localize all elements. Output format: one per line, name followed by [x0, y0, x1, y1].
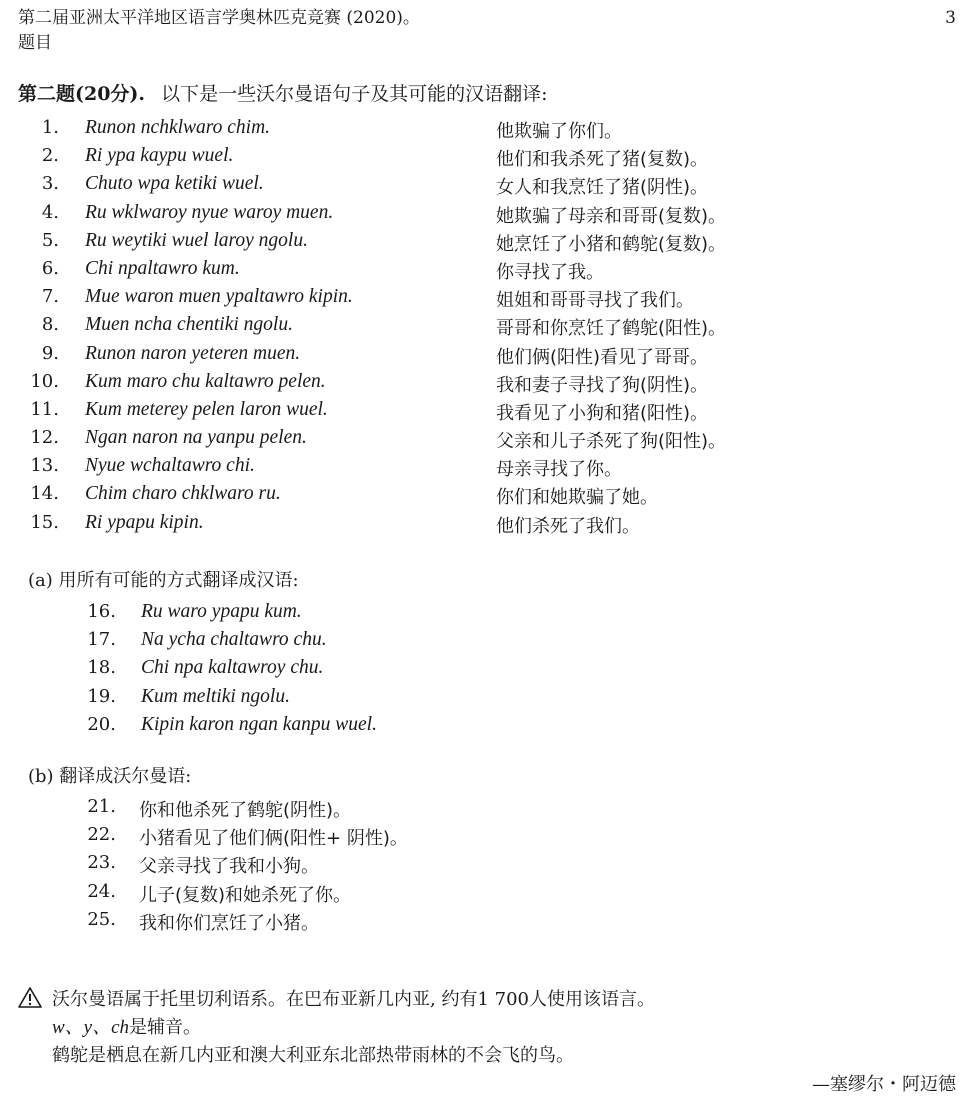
wollemon-sentence: Muen ncha chentiki ngolu.: [85, 314, 293, 336]
exercise-row: [0, 852, 966, 880]
sentence-number: 15.: [30, 511, 59, 533]
exercise-row: [0, 714, 966, 742]
wollemon-sentence: Ri ypa kaypu wuel.: [85, 145, 234, 167]
footnote: [18, 986, 948, 1070]
chinese-translation: 你们和她欺骗了她。: [496, 487, 658, 509]
wollemon-sentence: Ngan naron na yanpu pelen.: [85, 427, 307, 449]
exercise-number: 24.: [87, 880, 116, 902]
page-number: 3: [945, 8, 956, 28]
wollemon-sentence: Chim charo chklwaro ru.: [85, 483, 281, 505]
note-consonants: [52, 1014, 948, 1042]
chinese-translation: 女人和我烹饪了猪(阴性)。: [496, 177, 709, 199]
sentence-row: [0, 230, 966, 258]
section-subtitle: 题目: [18, 33, 52, 53]
chinese-translation: 父亲和儿子杀死了狗(阳性)。: [496, 431, 727, 453]
warning-icon: [18, 986, 42, 1010]
wollemon-sentence: Ru waro ypapu kum.: [141, 601, 302, 622]
sentence-number: 1.: [41, 117, 59, 138]
sentence-row: [0, 427, 966, 455]
wollemon-sentence: Mue waron muen ypaltawro kipin.: [85, 286, 353, 308]
exercise-row: [0, 796, 966, 824]
exercise-row: [0, 601, 966, 629]
exercise-row: [0, 657, 966, 685]
part-a-list: [0, 601, 966, 742]
sentence-row: [0, 173, 966, 201]
wollemon-sentence: Runon naron yeteren muen.: [85, 342, 301, 364]
sentence-list: [0, 117, 966, 540]
sentence-number: 4.: [41, 201, 59, 223]
chinese-translation: 哥哥和你烹饪了鹤鸵(阳性)。: [496, 318, 727, 340]
exercise-row: [0, 629, 966, 657]
exercise-number: 16.: [87, 601, 116, 622]
wollemon-sentence: Na ycha chaltawro chu.: [141, 629, 327, 651]
chinese-sentence: 儿子(复数)和她杀死了你。: [139, 884, 352, 906]
sentence-row: [0, 286, 966, 314]
exercise-number: 19.: [87, 685, 116, 707]
chinese-sentence: 小猪看见了他们俩(阳性+ 阴性)。: [139, 828, 408, 850]
sentence-number: 5.: [41, 229, 59, 251]
sentence-number: 3.: [41, 173, 59, 195]
exercise-number: 21.: [87, 796, 116, 817]
exercise-row: [0, 881, 966, 909]
sentence-number: 14.: [30, 483, 59, 505]
chinese-translation: 她烹饪了小猪和鹤鸵(复数)。: [496, 233, 727, 255]
sentence-number: 12.: [30, 427, 59, 449]
chinese-sentence: 你和他杀死了鹤鸵(阴性)。: [139, 800, 352, 821]
chinese-sentence: 父亲寻找了我和小狗。: [139, 856, 319, 878]
problem-number: 第二题(20分).: [18, 83, 146, 105]
exercise-number: 18.: [87, 657, 116, 679]
page-header: [18, 6, 956, 56]
author-credit: —塞缪尔・阿迈德: [812, 1074, 956, 1095]
wollemon-sentence: Ru wklwaroy nyue waroy muen.: [85, 201, 334, 223]
sentence-row: [0, 343, 966, 371]
chinese-translation: 我和妻子寻找了狗(阴性)。: [496, 374, 709, 396]
chinese-translation: 他们杀死了我们。: [496, 515, 640, 537]
wollemon-sentence: Kum meltiki ngolu.: [141, 685, 290, 707]
sentence-number: 8.: [41, 314, 59, 336]
wollemon-sentence: Kum maro chu kaltawro pelen.: [85, 370, 326, 392]
part-a-label: (a) 用所有可能的方式翻译成汉语:: [28, 570, 299, 591]
chinese-translation: 他们俩(阳性)看见了哥哥。: [496, 346, 709, 368]
problem-intro: 以下是一些沃尔曼语句子及其可能的汉语翻译:: [161, 83, 548, 105]
exercise-row: [0, 686, 966, 714]
wollemon-sentence: Kipin karon ngan kanpu wuel.: [141, 713, 377, 735]
exercise-number: 23.: [87, 852, 116, 874]
part-b-list: [0, 796, 966, 937]
wollemon-sentence: Runon nchklwaro chim.: [85, 117, 271, 138]
competition-title: 第二届亚洲太平洋地区语言学奥林匹克竞赛 (2020)。: [18, 8, 420, 28]
sentence-row: [0, 145, 966, 173]
sentence-row: [0, 483, 966, 511]
chinese-translation: 我看见了小狗和猪(阳性)。: [496, 402, 709, 424]
sentence-number: 6.: [41, 257, 59, 279]
sentence-row: [0, 202, 966, 230]
sentence-row: [0, 258, 966, 286]
wollemon-sentence: Kum meterey pelen laron wuel.: [85, 398, 328, 420]
consonant-suffix: 是辅音。: [129, 1017, 202, 1038]
exercise-number: 20.: [87, 713, 116, 735]
chinese-translation: 母亲寻找了你。: [496, 459, 622, 481]
consonant-letters: w、y、ch: [52, 1017, 130, 1038]
problem-title: [18, 79, 548, 106]
wollemon-sentence: Chi npaltawro kum.: [85, 257, 240, 279]
sentence-row: [0, 117, 966, 145]
note-cassowary: 鹤鸵是栖息在新几内亚和澳大利亚东北部热带雨林的不会飞的鸟。: [52, 1045, 574, 1066]
sentence-row: [0, 399, 966, 427]
sentence-number: 7.: [41, 286, 59, 308]
wollemon-sentence: Chuto wpa ketiki wuel.: [85, 173, 264, 195]
exercise-number: 25.: [87, 908, 116, 930]
sentence-number: 10.: [30, 370, 59, 392]
sentence-number: 13.: [30, 455, 59, 477]
chinese-translation: 她欺骗了母亲和哥哥(复数)。: [496, 205, 727, 227]
wollemon-sentence: Nyue wchaltawro chi.: [85, 455, 255, 477]
sentence-row: [0, 371, 966, 399]
exercise-number: 22.: [87, 824, 116, 846]
exercise-row: [0, 824, 966, 852]
exercise-number: 17.: [87, 629, 116, 651]
wollemon-sentence: Ru weytiki wuel laroy ngolu.: [85, 229, 308, 251]
sentence-row: [0, 512, 966, 540]
note-language-info: 沃尔曼语属于托里切利语系。在巴布亚新几内亚, 约有1 700人使用该语言。: [52, 989, 655, 1010]
chinese-translation: 姐姐和哥哥寻找了我们。: [496, 290, 694, 312]
exercise-row: [0, 909, 966, 937]
sentence-number: 2.: [41, 145, 59, 167]
part-b-label: (b) 翻译成沃尔曼语:: [28, 766, 192, 787]
sentence-row: [0, 314, 966, 342]
wollemon-sentence: Chi npa kaltawroy chu.: [141, 657, 324, 679]
wollemon-sentence: Ri ypapu kipin.: [85, 511, 204, 533]
sentence-number: 9.: [41, 342, 59, 364]
sentence-row: [0, 455, 966, 483]
sentence-number: 11.: [30, 398, 59, 420]
chinese-translation: 你寻找了我。: [496, 261, 604, 283]
chinese-translation: 他们和我杀死了猪(复数)。: [496, 149, 709, 171]
chinese-translation: 他欺骗了你们。: [496, 121, 622, 142]
chinese-sentence: 我和你们烹饪了小猪。: [139, 912, 319, 934]
